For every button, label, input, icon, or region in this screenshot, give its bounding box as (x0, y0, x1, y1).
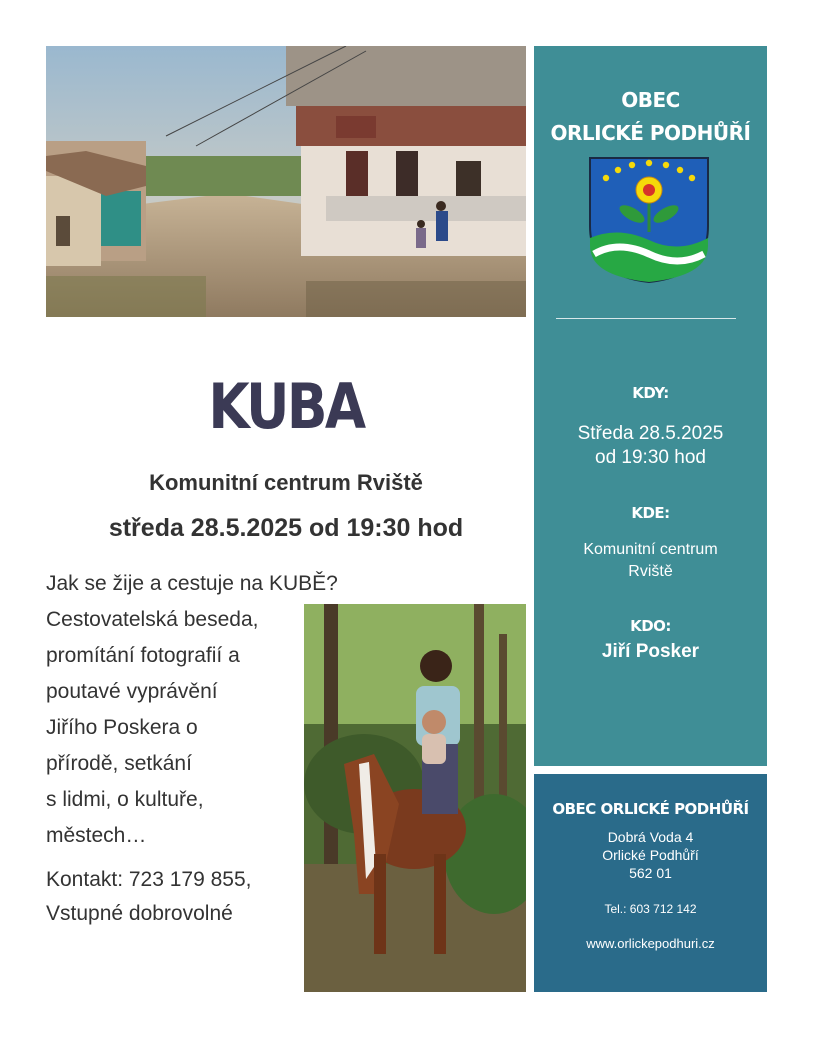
phone: Tel.: 603 712 142 (604, 902, 697, 916)
contact-block (46, 863, 306, 931)
address-line3: 562 01 (629, 865, 672, 881)
description-line: městech… (46, 824, 147, 847)
street-photo (46, 46, 526, 317)
venue-subtitle: Komunitní centrum Rviště (149, 470, 423, 495)
when-label: KDY: (632, 384, 669, 402)
description-line: Cestovatelská beseda, (46, 608, 259, 631)
divider (556, 318, 736, 319)
infobox-title: OBEC ORLICKÉ PODHŮŘÍ (552, 800, 749, 818)
date-subtitle: středa 28.5.2025 od 19:30 hod (108, 514, 464, 542)
where-value-line1: Komunitní centrum (583, 541, 718, 558)
contact-info-box (534, 774, 767, 992)
description (46, 566, 338, 854)
description-line: přírodě, setkání (46, 752, 192, 775)
description-line: Jak se žije a cestuje na KUBĚ? (46, 572, 338, 595)
entry-fee: Vstupné dobrovolné (46, 902, 233, 925)
where-value-line2: Rviště (628, 563, 673, 580)
municipality-name-line1: OBEC (621, 88, 680, 112)
address-line1: Dobrá Voda 4 (607, 829, 694, 845)
who-label: KDO: (630, 617, 671, 635)
who-value: Jiří Posker (601, 641, 700, 662)
municipality-name-line2: ORLICKÉ PODHŮŘÍ (550, 121, 751, 145)
contact-phone: Kontakt: 723 179 855, (46, 868, 252, 891)
horse-photo (304, 604, 526, 992)
description-line: Jiřího Poskera o (46, 716, 198, 739)
page-title: KUBA (208, 370, 364, 443)
when-value-line2: od 19:30 hod (595, 447, 706, 468)
address-line2: Orlické Podhůří (602, 847, 699, 863)
description-line: promítání fotografií a (46, 644, 240, 667)
description-line: poutavé vyprávění (46, 680, 218, 703)
where-label: KDE: (631, 504, 670, 522)
website-link[interactable]: www.orlickepodhuri.cz (586, 936, 715, 951)
description-line: s lidmi, o kultuře, (46, 788, 204, 811)
when-value-line1: Středa 28.5.2025 (577, 423, 724, 444)
event-sidebar (534, 46, 767, 766)
coat-of-arms-icon (588, 156, 710, 284)
